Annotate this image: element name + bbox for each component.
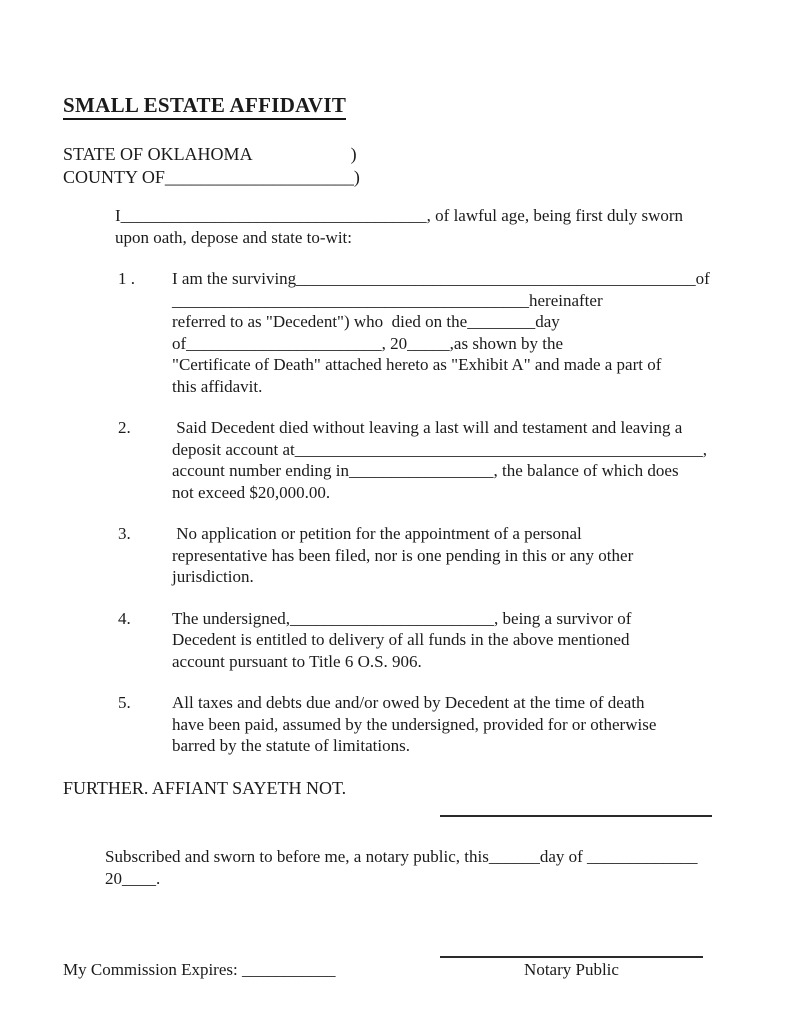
text-line: No application or petition for the appointment of a personal bbox=[172, 524, 582, 543]
text-line: representative has been filed, nor is one pending in this or any other bbox=[172, 545, 634, 565]
item-body bbox=[172, 608, 748, 673]
notary-signature-line bbox=[440, 954, 703, 958]
affidavit-item-5 bbox=[63, 692, 748, 757]
numbered-items bbox=[63, 268, 748, 757]
affidavit-item-4 bbox=[63, 608, 748, 673]
item-body bbox=[172, 523, 748, 588]
item-number: 1 . bbox=[118, 269, 135, 288]
notary-acknowledgment bbox=[105, 846, 748, 890]
item-number: 5. bbox=[118, 693, 131, 712]
notary-footer bbox=[63, 954, 748, 981]
affidavit-item-2 bbox=[63, 417, 748, 503]
text-line: account number ending in_________________, the balance of which does bbox=[172, 461, 679, 480]
county-line: COUNTY OF_____________________) bbox=[63, 167, 360, 187]
text-line: account pursuant to Title 6 O.S. 906. bbox=[172, 651, 422, 671]
item-number: 4. bbox=[118, 608, 131, 628]
text-line: The undersigned,________________________, being a survivor of bbox=[172, 608, 632, 628]
text-line: __________________________________________hereinafter bbox=[172, 290, 603, 310]
text-line: I____________________________________, of lawful age, being first duly sworn bbox=[115, 206, 684, 225]
text-line: referred to as "Decedent") who died on the________day bbox=[172, 312, 560, 331]
text-line: Decedent is entitled to delivery of all funds in the above mentioned bbox=[172, 630, 630, 649]
notary-public-label: Notary Public bbox=[524, 959, 619, 979]
text-line: 20____. bbox=[105, 868, 161, 888]
text-line: I am the surviving_______________________________________________of bbox=[172, 269, 710, 288]
text-line: have been paid, assumed by the undersigned, provided for or otherwise bbox=[172, 714, 657, 734]
text-line: Said Decedent died without leaving a last will and testament and leaving a bbox=[172, 418, 683, 437]
text-line: "Certificate of Death" attached hereto as "Exhibit A" and made a part of bbox=[172, 355, 662, 374]
text-line: Subscribed and sworn to before me, a notary public, this______day of _____________ bbox=[105, 846, 698, 866]
commission-expires-line: My Commission Expires: ___________ bbox=[63, 959, 336, 979]
document-title-text: SMALL ESTATE AFFIDAVIT bbox=[63, 93, 346, 120]
text-line: jurisdiction. bbox=[172, 567, 254, 586]
text-line: not exceed $20,000.00. bbox=[172, 482, 331, 502]
item-body bbox=[172, 417, 748, 503]
affiant-signature-line bbox=[440, 815, 712, 817]
text-line: this affidavit. bbox=[172, 376, 263, 396]
item-number: 3. bbox=[118, 524, 131, 543]
venue-block bbox=[63, 143, 748, 189]
affidavit-item-1 bbox=[63, 268, 748, 397]
item-number: 2. bbox=[118, 418, 131, 437]
item-body bbox=[172, 692, 748, 757]
opening-paragraph bbox=[115, 205, 748, 249]
item-body bbox=[172, 268, 748, 397]
affidavit-item-3 bbox=[63, 523, 748, 588]
document-title bbox=[63, 94, 748, 116]
text-line: upon oath, depose and state to-wit: bbox=[115, 228, 353, 247]
notary-signature-block bbox=[440, 954, 703, 981]
state-line: STATE OF OKLAHOMA ) bbox=[63, 144, 357, 164]
text-line: of_______________________, 20_____,as shown by the bbox=[172, 333, 563, 353]
text-line: deposit account at________________________________________________, bbox=[172, 439, 707, 459]
further-sayeth-line: FURTHER. AFFIANT SAYETH NOT. bbox=[63, 777, 347, 798]
text-line: barred by the statute of limitations. bbox=[172, 736, 410, 755]
text-line: All taxes and debts due and/or owed by Decedent at the time of death bbox=[172, 693, 645, 712]
